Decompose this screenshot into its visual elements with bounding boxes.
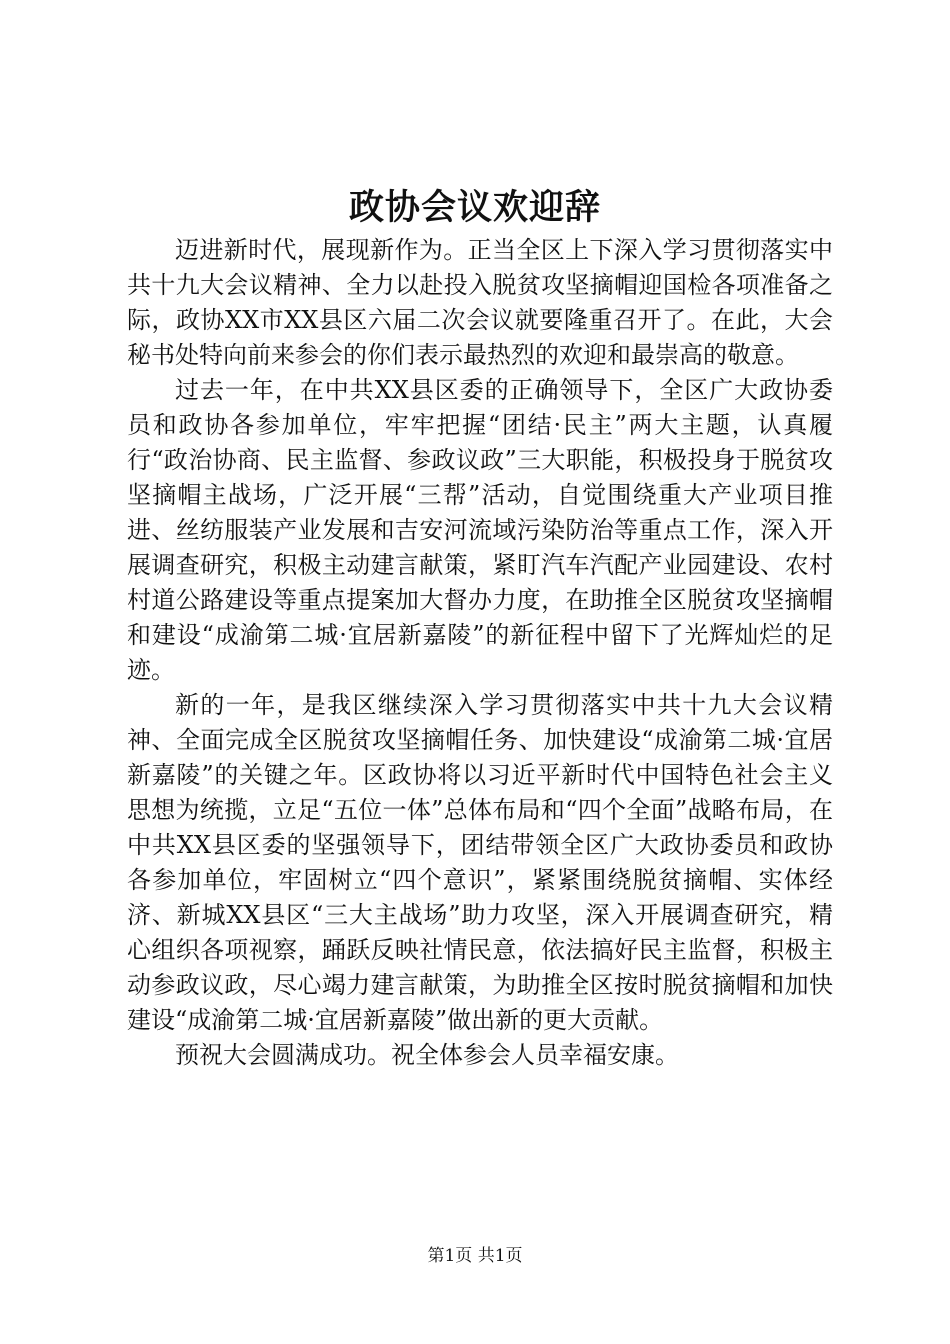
paragraph-welcome: 迈进新时代，展现新作为。正当全区上下深入学习贯彻落实中共十九大会议精神、全力以赴投入脱贫攻坚摘帽迎国检各项准备之际，政协XX市XX县区六届二次会议就要隆重召开了。在此，大会秘书处特向前来参会的你们表示最热烈的欢迎和最崇高的敬意。 [127,236,833,369]
paragraph-past-year: 过去一年，在中共XX县区委的正确领导下，全区广大政协委员和政协各参加单位，牢牢把握“团结·民主”两大主题，认真履行“政治协商、民主监督、参政议政”三大职能，积极投身于脱贫攻坚摘帽主战场，广泛开展“三帮”活动，自觉围绕重大产业项目推进、丝纺服装产业发展和吉安河流域污染防治等重点工作，深入开展调查研究，积极主动建言献策，紧盯汽车汽配产业园建设、农村村道公路建设等重点提案加大督办力度，在助推全区脱贫攻坚摘帽和建设“成渝第二城·宜居新嘉陵”的新征程中留下了光辉灿烂的足迹。 [127,376,833,684]
page-number-footer: 第1页 共1页 [427,1246,523,1266]
paragraph-new-year: 新的一年，是我区继续深入学习贯彻落实中共十九大会议精神、全面完成全区脱贫攻坚摘帽任务、加快建设“成渝第二城·宜居新嘉陵”的关键之年。区政协将以习近平新时代中国特色社会主义思想为统揽，立足“五位一体”总体布局和“四个全面”战略布局，在中共XX县区委的坚强领导下，团结带领全区广大政协委员和政协各参加单位，牢固树立“四个意识”，紧紧围绕脱贫摘帽、实体经济、新城XX县区“三大主战场”助力攻坚，深入开展调查研究，精心组织各项视察，踊跃反映社情民意，依法搞好民主监督，积极主动参政议政，尽心竭力建言献策，为助推全区按时脱贫摘帽和加快建设“成渝第二城·宜居新嘉陵”做出新的更大贡献。 [127,691,833,1034]
document-body [127,233,833,1073]
paragraph-closing: 预祝大会圆满成功。祝全体参会人员幸福安康。 [175,1041,679,1069]
document-title: 政协会议欢迎辞 [348,187,601,228]
